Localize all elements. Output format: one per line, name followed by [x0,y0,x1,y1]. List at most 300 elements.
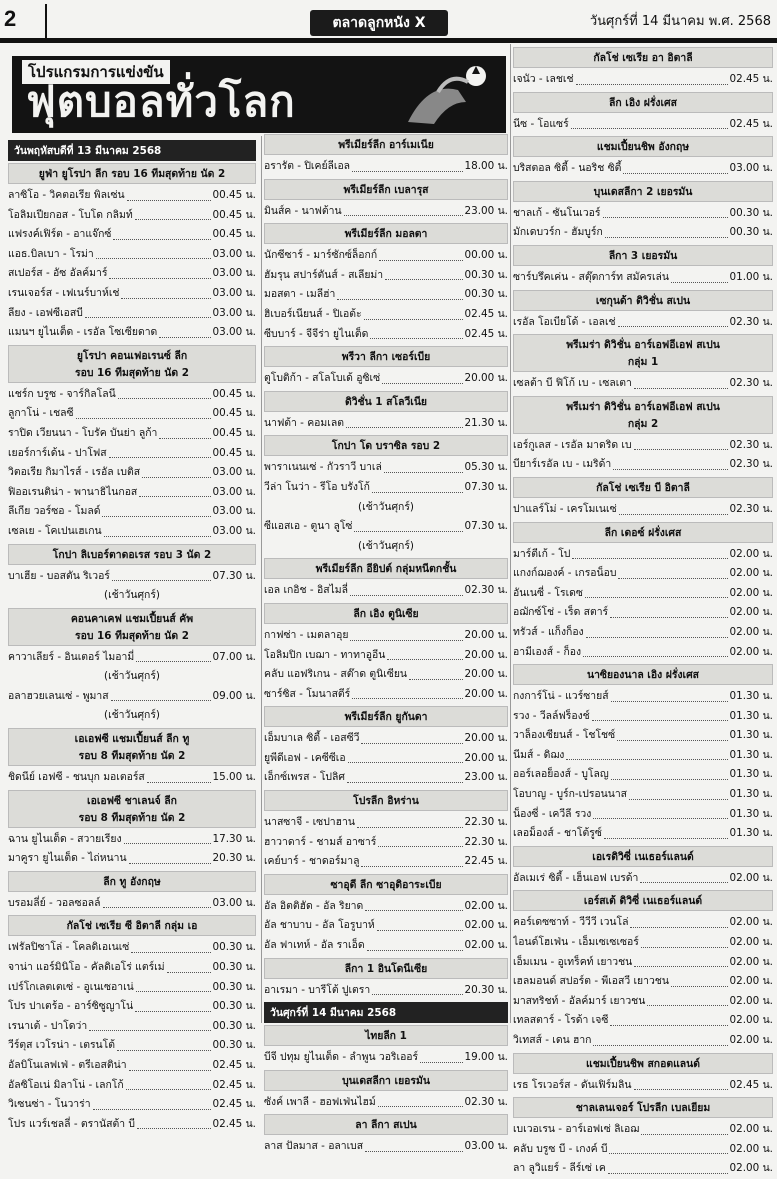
dot-leader [104,536,211,537]
fixture-teams: อลาฮวยเลนเซ่ - พูมาส [8,689,109,702]
fixture-row [513,223,773,243]
kickoff-time: 03.00 น. [212,267,256,280]
fixture-teams: แกงก์ฌองค์ - เกรอน็อบ [513,567,617,580]
fixture-row [264,981,508,1001]
competition-heading-line: ลีกา 3 เยอรมัน [608,249,678,262]
dot-leader [352,171,462,172]
fixture-row [513,953,773,973]
fixture-row [264,768,508,788]
fixture-row [8,1056,256,1076]
fixture-row [8,206,256,226]
fixture-row [513,1076,773,1096]
dot-leader [147,782,211,783]
fixture-row [264,157,508,177]
kickoff-time: 03.00 น. [212,505,256,518]
dot-leader [337,299,462,300]
kickoff-note: (เช้าวันศุกร์) [104,709,160,722]
dot-leader [634,1089,728,1090]
kickoff-time: 00.30 น. [212,941,256,954]
competition-heading-line: บุนเดสลีกา 2 เยอรมัน [593,185,693,198]
competition-heading [264,223,508,244]
competition-heading [513,136,773,157]
fixture-row [264,936,508,956]
kickoff-time: 23.00 น. [464,204,508,217]
fixture-teams: ชิดนีย์ เอฟซี - ชนบุก มอเตอร์ส [8,771,145,784]
fixture-row [513,972,773,992]
banner-subtitle: โปรแกรมการแข่งขัน [22,60,170,84]
kickoff-time: 00.30 น. [212,980,256,993]
dot-leader [634,966,727,967]
dot-leader [618,326,728,327]
competition-heading-line: พรีเมียร์ลีก เบลารุส [343,183,429,196]
kickoff-time: 00.45 น. [212,208,256,221]
fixture-row [264,897,508,917]
kickoff-time: 00.30 น. [729,226,773,239]
fixture-row [513,268,773,288]
fixture-row [513,687,773,707]
kickoff-time: 20.00 น. [464,751,508,764]
fixture-row [8,385,256,405]
kickoff-time: 02.00 น. [729,547,773,560]
fixture-row [8,894,256,914]
fixture-row [264,369,508,389]
dot-leader [603,217,728,218]
dot-leader [159,438,210,439]
dot-leader [608,1173,728,1174]
kickoff-time: 02.30 น. [729,502,773,515]
kickoff-time: 02.45 น. [212,1059,256,1071]
fixture-row [513,1031,773,1051]
fixture-teams: มาสทริชท์ - อัลค์มาร์ เยาวชน [513,994,646,1007]
dot-leader [610,617,727,618]
fixture-row [513,824,773,844]
kickoff-time: 00.00 น. [464,249,508,262]
fixture-row [513,70,773,90]
fixture-teams: ตูโบติก้า - สโลโบเด้ อูซิเซ่ [264,372,381,385]
competition-heading [513,181,773,202]
fixture-teams: เอร์กูเลส - เรอัล มาดริด เบ [513,438,632,451]
fixture-teams: ฮัมรุน สปาร์ตันส์ - สเลียม่า [264,268,384,281]
kickoff-time: 18.00 น. [464,160,508,172]
competition-heading-line: ลีก เอิง ฝรั่งเศส [609,96,677,109]
competition-heading-line: ไทยลีก 1 [365,1030,407,1043]
kickoff-time: 00.45 น. [212,228,256,241]
fixture-teams: อัลเมเร่ ซิตี้ - เฮ็นเอฟ เบรด้า [513,871,639,884]
competition-heading-line: รอบ 16 ทีมสุดท้าย นัด 2 [75,629,189,642]
dot-leader [583,656,727,657]
competition-heading-line: กัลโช่ เซเรีย อา อิตาลี [593,52,693,64]
dot-leader [367,950,463,951]
kickoff-time: 17.30 น. [212,832,256,845]
dot-leader [112,580,211,581]
competition-heading [513,1053,773,1074]
dot-leader [365,1151,462,1152]
competition-heading [8,163,256,184]
date-heading: วันศุกร์ที่ 14 มีนาคม 2568 [264,1002,508,1023]
fixture-row [264,414,508,434]
kickoff-time: 02.00 น. [729,1123,773,1136]
kickoff-time: 01.30 น. [729,748,773,761]
fixture-teams: นาสซาจี - เซปาฮาน [264,816,355,829]
competition-heading-line: ลา ลีกา สเปน [355,1119,417,1132]
kickoff-note: (เช้าวันศุกร์) [104,670,160,683]
fixture-row [8,522,256,542]
fixture-teams: ซีบบาร์ - จีจีร่า ยูไนเต็ด [264,327,369,340]
dot-leader [611,779,728,780]
fixture-row [513,707,773,727]
kickoff-time: 00.45 น. [212,189,256,201]
fixture-teams: ทรัวส์ - แก็งก็อง [513,625,584,638]
dot-leader [117,1050,211,1051]
dot-leader [135,1011,210,1012]
kickoff-time: 01.30 น. [729,807,773,820]
fixture-row [8,958,256,978]
fixture-teams: มักเดบวร์ก - ฮัมบูร์ก [513,226,603,239]
dot-leader [382,383,462,384]
dot-leader [378,846,462,847]
fixture-teams: อันเนซี่ - โรเดซ [513,586,583,599]
fixture-row [513,584,773,604]
competition-heading-line: กลุ่ม 1 [627,356,659,369]
kickoff-note: (เช้าวันศุกร์) [104,589,160,602]
competition-heading-line: พรีเมียร์ลีก ยูกันดา [344,711,428,724]
dot-leader [629,799,728,800]
kickoff-time: 00.30 น. [464,268,508,281]
kickoff-time: 00.45 น. [212,407,256,420]
competition-heading-line: รอบ 8 ทีมสุดท้าย นัด 2 [78,750,186,763]
kickoff-time: 20.00 น. [464,732,508,745]
dot-leader [350,640,462,641]
dot-leader [372,994,462,995]
fixture-row [8,978,256,998]
competition-heading-line: โกปา โด บราซิล รอบ 2 [331,440,441,453]
fixture-row [264,305,508,325]
dot-leader [361,743,462,744]
kickoff-time: 19.00 น. [464,1051,508,1064]
fixture-row [513,313,773,333]
fixture-row [264,1093,508,1113]
dot-leader [135,219,211,220]
fixture-teams: มาร์ตีเก้ - โป [513,547,571,560]
kickoff-time: 02.00 น. [729,955,773,968]
competition-heading [513,1097,773,1118]
competition-heading [8,608,256,646]
competition-heading [8,345,256,383]
fixture-row [513,115,773,135]
competition-heading-line: นาซิยองนาล เอิง ฝรั่งเศส [586,669,700,682]
fixture-teams: รวง - วีลล์ฟร็องช์ [513,709,590,722]
fixture-row [264,1048,508,1068]
competition-heading-line: พรีเมียร์ลีก มอลตา [344,228,428,241]
fixture-teams: อฌักซ์โช่ - เร็ด สตาร์ [513,606,609,619]
fixture-teams: โอบาญ - บูร์ก-เปรอนนาส [513,788,628,801]
competition-heading-line: เอเอฟซี ชาเลนจ์ ลีก [87,794,177,807]
dot-leader [671,282,728,283]
kickoff-time: 21.30 น. [464,416,508,429]
fixture-teams: เอ็มบาเล ซิตี้ - เอสซีวี [264,732,360,745]
kickoff-time: 01.30 น. [729,709,773,722]
kickoff-time: 22.30 น. [464,835,508,848]
fixture-row [8,849,256,869]
kickoff-time: 02.00 น. [464,939,508,952]
fixture-teams: พาราเนนเซ่ - กัวราวี บาเล่ [264,461,382,474]
dot-leader [118,398,211,399]
kickoff-time: 02.00 น. [729,606,773,619]
fixture-teams: ลีเกีย วอร์ซอ - โมลด์ [8,505,101,518]
column-divider [510,44,511,1023]
fixture-row [264,458,508,478]
kickoff-time: 02.00 น. [464,919,508,932]
kickoff-time: 02.45 น. [729,1078,773,1091]
kickoff-time: 07.30 น. [212,569,256,582]
dot-leader [647,1005,727,1006]
competition-heading [8,790,256,828]
fixture-row [264,852,508,872]
dot-leader [387,659,462,660]
dot-leader [592,720,728,721]
dot-leader [137,1128,211,1129]
fixture-row [8,768,256,788]
fixture-teams: ออร์เลอย็องส์ - บูโลญ [513,768,609,781]
fixture-row [513,564,773,584]
kickoff-time: 02.00 น. [729,975,773,988]
dot-leader [365,910,462,911]
fixture-row [8,264,256,284]
fixture-row [264,685,508,705]
dot-leader [377,930,463,931]
dot-leader [571,128,728,129]
competition-heading [513,47,773,68]
banner-title: ฟุตบอลทั่วโลก [26,77,296,126]
competition-heading [8,544,256,565]
kickoff-time: 03.00 น. [212,896,256,909]
dot-leader [619,514,728,515]
kickoff-time: 20.00 น. [464,628,508,641]
dot-leader [109,278,210,279]
fixture-row [8,830,256,850]
fixture-row [264,202,508,222]
kickoff-time: 20.00 น. [464,668,508,681]
competition-heading-line: รอบ 8 ทีมสุดท้าย นัด 2 [78,811,186,824]
fixture-teams: เรนเจอร์ส - เฟเนร์บาห์เช่ [8,286,120,299]
competition-heading [264,134,508,155]
fixture-teams: ซีแอสเอ - ตูนา ลูโซ่ [264,520,353,533]
fixture-teams: ฮาวาดาร์ - ชามส์ อาซาร์ [264,835,377,848]
fixture-teams: ฮิเบอร์เนียนส์ - ปิเอต้ะ [264,307,362,320]
competition-heading [513,664,773,685]
kickoff-time: 00.45 น. [212,387,256,400]
fixture-row [8,1095,256,1115]
competition-heading-line: ยูฟ่า ยูโรปา ลีก รอบ 16 ทีมสุดท้าย นัด 2 [38,168,226,180]
kickoff-time: 00.30 น. [212,961,256,974]
fixture-row [513,1120,773,1140]
competition-heading [264,435,508,456]
competition-heading [264,790,508,811]
kickoff-time: 03.00 น. [212,485,256,498]
kickoff-time: 02.30 น. [729,438,773,451]
date-heading: วันพฤหัสบดีที่ 13 มีนาคม 2568 [8,140,256,161]
fixture-teams: เซลต้า บี ฟิโก้ เบ - เซลเตา [513,377,632,390]
fixture-row [513,500,773,520]
dot-leader [348,762,463,763]
competition-heading [513,396,773,434]
dot-leader [420,1062,462,1063]
fixture-teams: เปร์โกเลตเตเซ่ - อูเนเซอาเน่ [8,980,134,993]
fixture-row [513,623,773,643]
fixture-row [513,436,773,456]
fixture-row [513,746,773,766]
dot-leader [103,907,211,908]
competition-heading [264,603,508,624]
fixture-teams: โปร แวร์เชลลี่ - ตรานัสต้า บี [8,1117,135,1130]
fixture-row [513,726,773,746]
competition-heading-line: พรีเมียร์ลีก อียิปต์ กลุ่มหนีตกชั้น [315,563,457,576]
dot-leader [409,679,463,680]
fixture-teams: อามีเองส์ - ก็อง [513,645,582,658]
fixtures-column-2 [264,132,508,1157]
kickoff-time: 05.30 น. [464,461,508,474]
fixture-row [264,729,508,749]
fixture-teams: คอร์เดซซาท์ - วีวีวี เวนโล่ [513,916,629,929]
fixture-row [8,938,256,958]
fixture-teams: เลอม็องส์ - ชาโต้รูซ์ [513,827,602,840]
dot-leader [610,1025,727,1026]
competition-heading [264,1025,508,1046]
fixture-row [513,159,773,179]
kickoff-time: 02.30 น. [729,377,773,390]
fixture-row [8,1076,256,1096]
competition-heading-line: เอร์สเต้ ดิวิซี่ เนเธอร์แลนด์ [583,895,703,908]
fixture-row [264,517,508,537]
fixture-teams: เรอัล โอเบียโด้ - เอลเช่ [513,315,616,328]
kickoff-time: 02.00 น. [729,567,773,580]
header-divider [45,4,47,38]
competition-heading [513,477,773,498]
fixture-teams: อัลบิโนเลฟเฟ่ - ตรีเอสติน่า [8,1059,127,1071]
kickoff-time: 03.00 น. [212,306,256,319]
fixture-row [264,916,508,936]
dot-leader [124,843,211,844]
fixture-row [8,284,256,304]
fixture-teams: อรารัต - ปิเคย์ลีเอล [264,160,351,172]
fixture-row [513,992,773,1012]
fixture-teams: นาฟต้า - คอมเลต [264,416,344,429]
fixture-row [264,749,508,769]
kickoff-time: 07.00 น. [212,650,256,663]
fixture-teams: ลาซิโอ - วิคตอเรีย พิลเซ่น [8,189,125,201]
fixture-teams: อาเรมา - บารีโต้ ปูเตรา [264,983,371,996]
kickoff-time: 02.00 น. [729,994,773,1007]
kickoff-time: 23.00 น. [464,771,508,784]
kickoff-time: 01.30 น. [729,768,773,781]
fixture-teams: นักซีซาร์ - มาร์ซักซ์ล็อกก์ [264,249,378,262]
dot-leader [136,661,210,662]
fixture-teams: โอลิมปิก เบฌา - ทาทาอูอีน [264,648,386,661]
fixture-teams: เอ็กซ์เพรส - โปลิศ [264,771,345,784]
kickoff-time: 02.00 น. [464,899,508,912]
fixture-teams: โอลิมเปียกอส - โบโด กลิมท์ [8,208,133,221]
kickoff-time: 02.00 น. [729,1162,773,1175]
dot-leader [378,1106,463,1107]
dot-leader [609,1153,727,1154]
page-number: 2 [4,6,17,31]
competition-heading-line: กัลโช่ เซเรีย บี อิตาลี [596,481,690,494]
fixture-teams: อัลซิโอเน่ มิลาโน่ - เลกโก้ [8,1078,124,1091]
competition-heading [264,391,508,412]
fixture-teams: อัล ชาบาบ - อัล โอรูบาห์ [264,919,375,932]
dot-leader [593,1045,727,1046]
fixture-teams: บียาร์เรอัล เบ - เมริด้า [513,458,612,471]
fixture-teams: บาเฮีย - บอสตัน ริเวอร์ [8,569,110,582]
fixture-teams: น็องซี่ - เควีลี รวง [513,807,592,820]
competition-heading-line: รอบ 16 ทีมสุดท้าย นัด 2 [75,366,189,379]
fixture-row [8,648,256,668]
dot-leader [384,472,463,473]
fixture-teams: วีล่า โนว่า - รีโอ บรังโก้ [264,480,370,493]
competition-heading-line: ลีก เอิง ตูนิเซีย [353,607,419,620]
competition-heading-line: แชมเปี้ยนชิพ อังกฤษ [596,141,690,154]
competition-heading [513,334,773,372]
fixture-teams: ลียง - เอฟซีเอสบี [8,306,83,319]
fixture-teams: บริสตอล ซิตี้ - นอริช ซิตี้ [513,162,622,175]
fixture-teams: แชร์ก บรูซ - จาร์กิลโลนี [8,387,116,400]
fixture-teams: วิตอเรีย กิมาไรส์ - เรอัล เบติส [8,466,141,479]
fixture-row [264,665,508,685]
competition-heading [513,846,773,867]
kickoff-time: 01.30 น. [729,729,773,742]
fixture-teams: คาวาเลียร์ - อินเตอร์ ไมอามี่ [8,650,135,663]
fixture-teams: เซลเย - โคเปนเฮเกน [8,524,102,537]
competition-heading-line: ลีก เดอซ์ ฝรั่งเศส [604,526,682,539]
fixture-teams: ราปิด เวียนนา - โบรัค บันย่า ลูก้า [8,426,158,439]
dot-leader [586,637,728,638]
dot-leader [159,337,210,338]
fixtures-column-3 [513,45,773,1179]
fixture-teams: เยอร์การ์เด้น - ปาโฟส [8,446,107,459]
kickoff-time: 02.45 น. [729,73,773,85]
competition-heading-line: แชมเปี้ยนชิพ สกอตแลนด์ [586,1057,700,1070]
dot-leader [352,698,462,699]
kickoff-time: 07.30 น. [464,520,508,533]
competition-heading [264,874,508,895]
dot-leader [576,84,728,85]
dot-leader [347,782,463,783]
fixture-row [264,266,508,286]
fixture-row [513,1140,773,1160]
fixture-row [8,245,256,265]
fixture-teams: ฉาน ยูไนเต็ด - สวายเรียง [8,832,122,845]
fixture-teams: เอ็มเมน - อูเทร็คท์ เยาวชน [513,955,633,968]
competition-heading [513,522,773,543]
fixture-row [264,626,508,646]
dot-leader [111,700,211,701]
kickoff-time: 01.30 น. [729,827,773,840]
competition-heading [264,558,508,579]
fixture-teams: ลา ลูวิแยร์ - ลีร์เซ่ เค [513,1162,606,1175]
kickoff-time: 03.00 น. [212,286,256,299]
kickoff-time: 02.00 น. [729,916,773,929]
dot-leader [350,595,463,596]
dot-leader [361,866,462,867]
kickoff-time: 20.00 น. [464,372,508,385]
kickoff-time: 00.30 น. [212,1019,256,1032]
competition-heading [264,706,508,727]
dot-leader [379,260,462,261]
competition-heading-line: พรีเมียร์ลีก อาร์เมเนีย [338,139,434,151]
fixture-teams: บีจี ปทุม ยูไนเต็ด - ลำพูน วอริเออร์ [264,1051,419,1064]
fixture-row [513,374,773,394]
dot-leader [93,1109,211,1110]
